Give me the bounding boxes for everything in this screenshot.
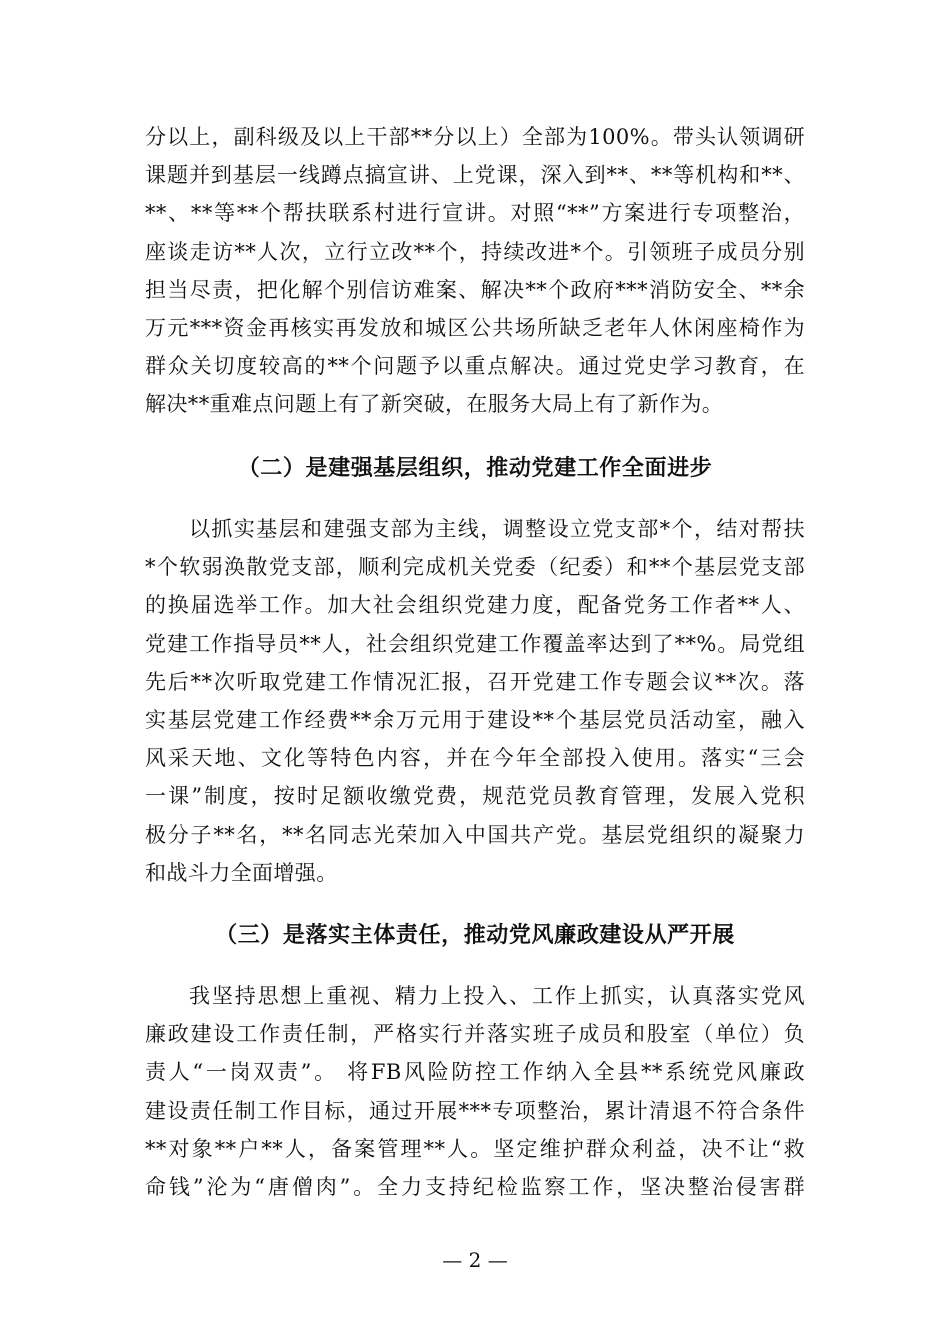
paragraph-line: 责人“一岗双责”。 将FB风险防控工作纳入全县**系统党风廉政: [145, 1060, 805, 1085]
paragraph-line: 和战斗力全面增强。: [145, 860, 338, 885]
paragraph-line: 极分子**名，**名同志光荣加入中国共产党。基层党组织的凝聚力: [145, 822, 805, 847]
paragraph-line: 万元***资金再核实再发放和城区公共场所缺乏老年人休闲座椅作为: [145, 315, 805, 340]
paragraph-1: [145, 118, 805, 424]
paragraph-line: **对象**户**人，备案管理**人。坚定维护群众利益，决不让“救: [145, 1136, 805, 1161]
paragraph-line: 的换届选举工作。加大社会组织党建力度，配备党务工作者**人、: [145, 593, 805, 618]
paragraph-line: 党建工作指导员**人，社会组织党建工作覆盖率达到了**%。局党组: [145, 631, 805, 656]
paragraph-line: 解决**重难点问题上有了新突破，在服务大局上有了新作为。: [145, 392, 724, 417]
paragraph-2: [145, 510, 805, 892]
paragraph-line: 廉政建设工作责任制，严格实行并落实班子成员和股室（单位）负: [145, 1022, 805, 1047]
paragraph-line: 风采天地、文化等特色内容，并在今年全部投入使用。落实“三会: [145, 746, 805, 771]
paragraph-line: 担当尽责，把化解个别信访难案、解决**个政府***消防安全、**余: [145, 277, 805, 302]
paragraph-3: [145, 977, 805, 1206]
paragraph-line: **、**等**个帮扶联系村进行宣讲。对照“**”方案进行专项整治，: [145, 201, 805, 226]
section-heading-2: （二）是建强基层组织，推动党建工作全面进步: [237, 455, 713, 481]
paragraph-line: 一课”制度，按时足额收缴党费，规范党员教育管理，发展入党积: [145, 784, 805, 809]
paragraph-line: 建设责任制工作目标，通过开展***专项整治，累计清退不符合条件: [145, 1098, 805, 1123]
paragraph-line: 命钱”沦为“唐僧肉”。全力支持纪检监察工作，坚决整治侵害群: [145, 1174, 805, 1199]
paragraph-line: 实基层党建工作经费**余万元用于建设**个基层党员活动室，融入: [145, 707, 805, 732]
paragraph-line: 以抓实基层和建强支部为主线，调整设立党支部*个，结对帮扶: [189, 517, 805, 541]
paragraph-line: *个软弱涣散党支部，顺利完成机关党委（纪委）和**个基层党支部: [145, 555, 805, 580]
paragraph-line: 课题并到基层一线蹲点搞宣讲、上党课，深入到**、**等机构和**、: [145, 163, 805, 188]
paragraph-line: 我坚持思想上重视、精力上投入、工作上抓实，认真落实党风: [189, 984, 805, 1008]
paragraph-line: 先后**次听取党建工作情况汇报，召开党建工作专题会议**次。落: [145, 669, 805, 694]
paragraph-line: 群众关切度较高的**个问题予以重点解决。通过党史学习教育，在: [145, 354, 805, 379]
paragraph-line: 座谈走访**人次，立行立改**个，持续改进*个。引领班子成员分别: [145, 239, 805, 264]
paragraph-line: 分以上，副科级及以上干部**分以上）全部为100%。带头认领调研: [145, 125, 805, 149]
page-number: — 2 —: [442, 1248, 508, 1272]
section-heading-3: （三）是落实主体责任，推动党风廉政建设从严开展: [215, 922, 735, 948]
